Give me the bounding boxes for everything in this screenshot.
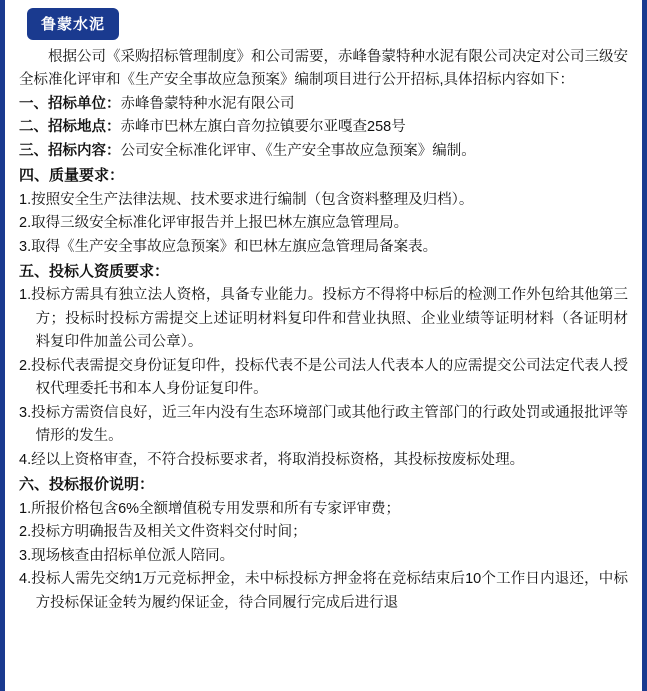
info-line-1-text: 赤峰鲁蒙特种水泥有限公司 xyxy=(120,95,295,112)
section-qualification-item-1: 1.投标方需具有独立法人资格，具备专业能力。投标方不得将中标后的检测工作外包给其他第三方；投标时投标方需提交上述证明材料复印件和营业执照、企业业绩等证明材料（各证明材料复印件加盖公司公章）。 xyxy=(19,287,628,351)
info-line-2 xyxy=(19,116,628,139)
info-line-2-text: 赤峰市巴林左旗白音勿拉镇要尔亚嘎查258号 xyxy=(120,119,406,136)
section-pricing-item-3: 3.现场核查由招标单位派人陪同。 xyxy=(19,547,235,564)
section-heading-qualification: 五、投标人资质要求： xyxy=(19,263,170,281)
document-body xyxy=(5,40,642,615)
section-qualification-item-2: 2.投标代表需提交身份证复印件，投标代表不是公司法人代表本人的应需提交公司法定代表人授权代理委托书和本人身份证复印件。 xyxy=(19,357,628,398)
section-qualification-item-4: 4.经以上资格审查，不符合投标要求者，将取消投标资格，其投标按废标处理。 xyxy=(19,451,525,468)
section-quality-item-3: 3.取得《生产安全事故应急预案》和巴林左旗应急管理局备案表。 xyxy=(19,238,438,255)
info-line-3-text: 公司安全标准化评审、《生产安全事故应急预案》编制。 xyxy=(120,142,476,159)
info-line-1-label: 一、招标单位： xyxy=(19,95,121,112)
section-quality-item-2: 2.取得三级安全标准化评审报告并上报巴林左旗应急管理局。 xyxy=(19,215,409,232)
intro-paragraph: 根据公司《采购招标管理制度》和公司需要，赤峰鲁蒙特种水泥有限公司决定对公司三级安全标准化评审和《生产安全事故应急预案》编制项目进行公开招标,具体招标内容如下： xyxy=(19,49,628,89)
section-qualification-item-3: 3.投标方需资信良好，近三年内没有生态环境部门或其他行政主管部门的行政处罚或通报批评等情形的发生。 xyxy=(19,404,628,445)
section-quality-item-1: 1.按照安全生产法律法规、技术要求进行编制（包含资料整理及归档）。 xyxy=(19,191,474,208)
info-line-3 xyxy=(19,140,628,163)
section-heading-quality: 四、质量要求： xyxy=(19,167,125,185)
section-pricing-item-2: 2.投标方明确报告及相关文件资料交付时间； xyxy=(19,524,307,541)
section-pricing-item-4: 4.投标人需先交纳1万元竞标押金，未中标投标方押金将在竞标结束后10个工作日内退还，中标方投标保证金转为履约保证金，待合同履行完成后进行退 xyxy=(19,571,628,611)
section-pricing-item-1: 1.所报价格包含6%全额增值税专用发票和所有专家评审费； xyxy=(19,500,401,517)
info-line-2-label: 二、招标地点： xyxy=(19,119,121,136)
document-header-tag: 鲁蒙水泥 xyxy=(27,8,119,40)
info-line-3-label: 三、招标内容： xyxy=(19,142,121,159)
info-line-1 xyxy=(19,93,628,116)
section-heading-pricing: 六、投标报价说明： xyxy=(19,476,155,494)
